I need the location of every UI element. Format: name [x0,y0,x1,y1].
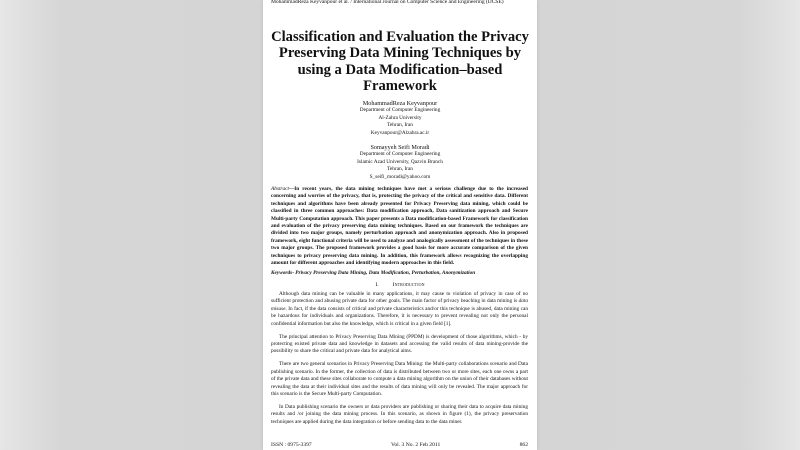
section-title: Introduction [392,282,425,288]
abstract-label: Abstract [271,186,289,192]
author-block [271,100,529,137]
footer-volume: Vol. 3 No. 2 Feb 2011 [391,442,441,448]
paragraph [271,291,528,328]
author-department: Department of Computer Engineering [359,107,441,114]
author-name: MohammadReza Keyvanpour [362,100,438,107]
abstract [271,186,528,267]
author-email: S_seifi_moradi@yahoo.com [369,173,431,180]
paper-title: Classification and Evaluation the Privacy Preserving Data Mining Techniques by using a Data Modification–based Framework [271,29,529,94]
paragraph: The principal attention to Privacy Preserving Data Mining (PPDM) is development of those algorithms, which - by protecting existed private data and knowledge in datasets and accessing the valid results of data mining-provide the possibility to share the critical and private data for analytical aims. [271,333,528,355]
footer-page-number: 862 [519,442,528,448]
author-location: Tehran, Iran [387,166,413,173]
section-number: I. [375,282,379,288]
footer-issn: ISSN : 0975-3397 [271,442,312,448]
author-institution: Islamic Azad University, Qazvin Branch [357,158,443,165]
keywords: Keywords- Privacy Preserving Data Mining, Data Modification, Perturbation, Anonymization [271,270,476,276]
paragraph: There are two general scenarios in Privacy Preserving Data Mining: the Multi-party collaborations scenario and Data publishing scenario. In the former, the collection of data is distributed between two or more sites, each one owns a part of the private data and these sites collaborate to compute a data mining algorithm on the union of their databases without revealing the data at their individual sites and the results of data mining will only be revealed. The major approach for this scenario is the Secure Multi-party Computation. [271,361,528,398]
emphasized-term: data misuse [271,298,528,312]
author-institution: Al-Zahra University [378,114,422,121]
author-name: Somayyeh Seifi Moradi [370,144,430,152]
page-footer [271,442,528,448]
body-text [271,291,528,432]
author-location: Tehran, Iran [387,122,413,129]
author-list [271,100,529,181]
paragraph-text: Although data mining can be valuable in many applications, it may cause to violation of privacy in case of no sufficient protection and abusing private data for other goals. The main factor of privacy beaching in data mining is [271,291,528,305]
author-email: Keyvanpour@Alzahra.ac.ir [370,129,430,136]
section-heading [271,282,529,288]
running-header: MohammadReza Keyvanpour et al. / International Journal on Computer Science and Engineering (IJCSE) [271,0,504,5]
paragraph: In Data publishing scenario the owners or data providers are publishing or sharing their data to acquire data mining results and /or joining the data mining process. In this scenario, as shown in figure (1), the privacy preservation techniques are applied during the data integration or before sending data to the data miner. [271,404,528,425]
author-block [271,144,529,181]
abstract-text: —In recent years, the data mining techniques have met a serious challenge due to the increased concerning and worries of the privacy, that is, protecting the privacy of the critical and sensitive data. Different techniques and algorithms have been already presented for Privacy Preserving data mining, which could be classified in three common approaches: Data modification approach, Data sanitization approach and Secure Multi-party Computation approach. This paper presents a Data modification-based Framework for classification and evaluation of the privacy preserving data mining techniques. Based on our framework the techniques are divided into two major groups, namely perturbation approach and anonymization approach. Also in proposed framework, eight functional criteria will be used to analyze and analogically assessment of the techniques in these two major groups. The proposed framework provides a good basis for more accurate comparison of the given techniques to privacy preserving data mining. In addition, this framework allows recognizing the overlapping amount for different approaches and identifying modern approaches in this field. [271,186,528,267]
paragraph-text: . In fact, if the data consists of critical and private characteristics and/or this technique is abused, data mining can be hazardous for individuals and organizations. Therefore, it is necessary to prevent revealing not only the personal confidential information but also the knowledge, which is critical in a given field [1]. [271,305,528,327]
author-department: Department of Computer Engineering [359,151,441,158]
